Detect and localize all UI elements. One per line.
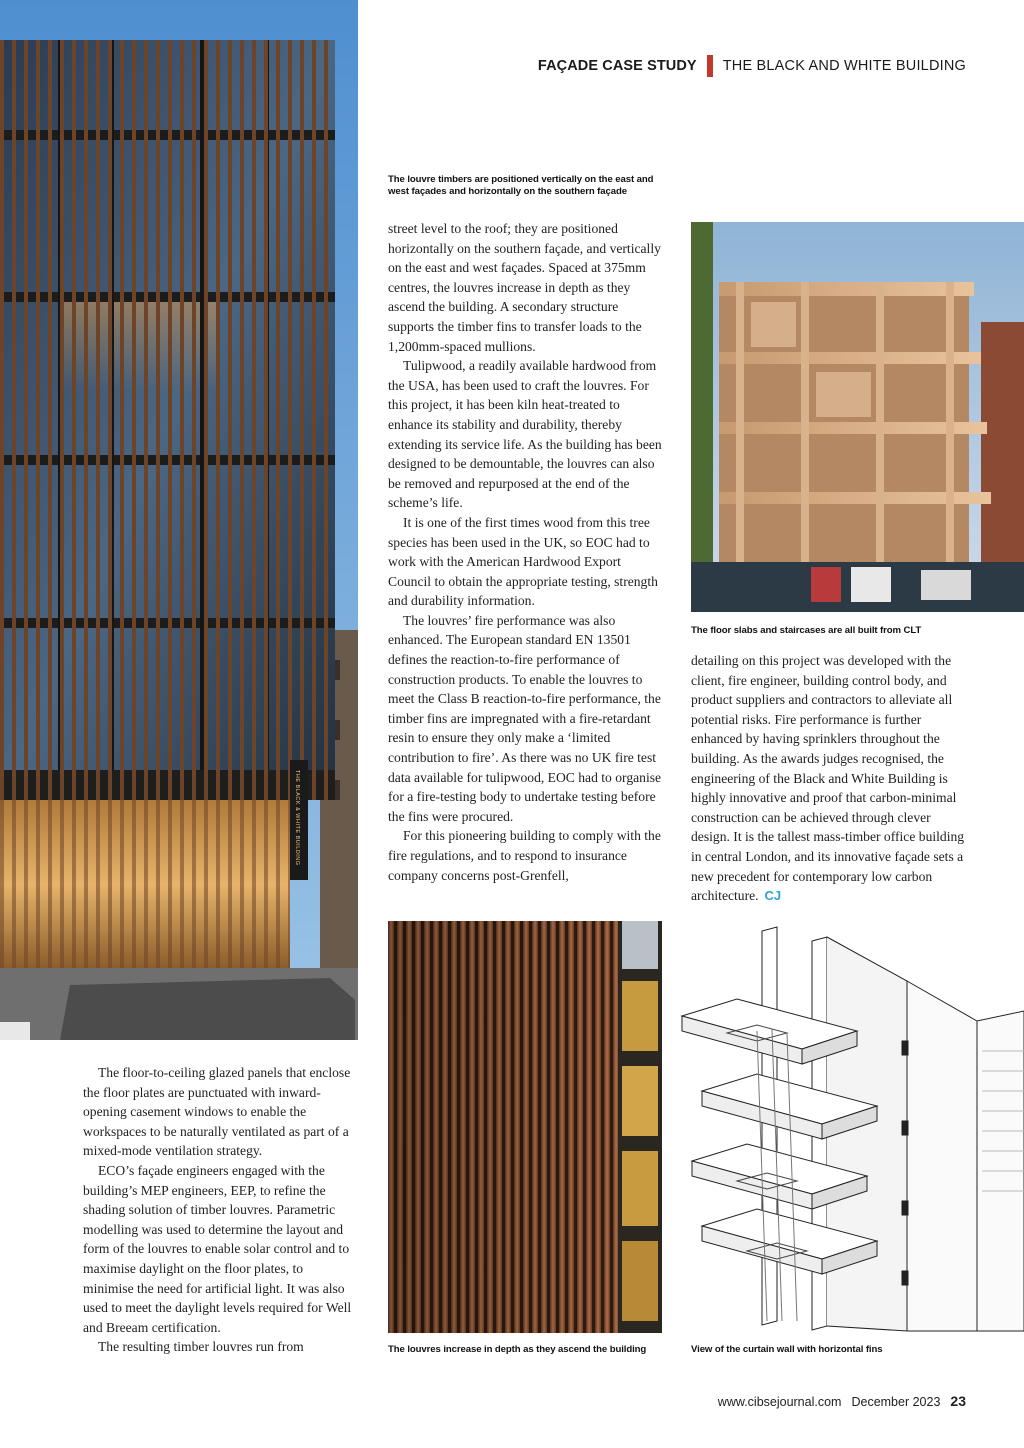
caption-clt: The floor slabs and staircases are all built from CLT (691, 625, 922, 636)
paragraph: The floor-to-ceiling glazed panels that enclose the floor plates are punctuated with inward-opening casement windows to enable the workspaces to be naturally ventilated as part of a mixed-mode ventilation strategy. (83, 1065, 351, 1159)
body-column-middle (388, 219, 664, 885)
caption-curtain-wall: View of the curtain wall with horizontal fins (691, 1344, 883, 1355)
cj-end-mark: CJ (764, 888, 782, 904)
paragraph: The resulting timber louvres run from (98, 1339, 304, 1355)
issue-date: December 2023 (851, 1395, 941, 1409)
running-header (538, 56, 966, 76)
louvre-closeup-photo (388, 921, 662, 1333)
paragraph: For this pioneering building to comply with the fire regulations, and to respond to insurance company concerns post-Grenfell, (388, 828, 661, 883)
clt-structure-photo (691, 222, 1024, 612)
paragraph: Tulipwood, a readily available hardwood from the USA, has been used to craft the louvres. For this project, it has been kiln heat-treated to enhance its stability and durability, thereby extending its service life. As the building has been designed to be demountable, the louvres can also be removed and repurposed at the end of the scheme’s life. (388, 358, 662, 511)
caption-louvre-depth: The louvres increase in depth as they ascend the building (388, 1344, 647, 1355)
website-url: www.cibsejournal.com (717, 1395, 842, 1409)
caption-louvre-orientation: The louvre timbers are positioned vertically on the east and west façades and horizontally on the southern façade (388, 174, 654, 197)
body-column-right (691, 651, 967, 906)
header-divider (707, 55, 713, 77)
paragraph: The louvres’ fire performance was also enhanced. The European standard EN 13501 defines the reaction-to-fire performance of construction products. To enable the louvres to meet the Class B reaction-to-fire performance, the timber fins are impregnated with a fire-retardant resin to ensure they only make a ‘limited contribution to fire’. As there was no UK fire test data available for tulipwood, EOC had to organise for a fire-testing body to undertake testing before the fins were procured. (388, 612, 662, 824)
article-label: THE BLACK AND WHITE BUILDING (722, 58, 966, 74)
section-label: FAÇADE CASE STUDY (537, 58, 697, 74)
page-number: 23 (950, 1393, 966, 1409)
page-footer (718, 1393, 966, 1409)
paragraph: ECO’s façade engineers engaged with the building’s MEP engineers, EEP, to refine the shading solution of timber louvres. Parametric modelling was used to determine the layout and form of the louvres to enable solar control and to maximise daylight on the floor plates, to minimise the need for artificial light. It was also used to meet the daylight levels required for Well and Breeam certification. (83, 1162, 352, 1335)
paragraph: It is one of the first times wood from this tree species has been used in the UK, so EOC had to work with the American Hardwood Export Council to obtain the appropriate testing, strength and durability information. (388, 514, 658, 609)
curtain-wall-drawing (677, 921, 1024, 1333)
building-facade-photo (0, 0, 358, 1040)
building-sign: THE BLACK & WHITE BUILDING (294, 770, 300, 866)
paragraph: street level to the roof; they are positioned horizontally on the southern façade, and vertically on the east and west façades. Spaced at 375mm centres, the louvres increase in depth as they ascend the building. A secondary structure supports the timber fins to transfer loads to the 1,200mm-spaced mullions. (388, 221, 661, 354)
body-column-left (83, 1063, 355, 1357)
paragraph: detailing on this project was developed with the client, fire engineer, building control body, and product suppliers and contractors to alleviate all potential risks. Fire performance is further enhanced by having sprinklers throughout the building. As the awards judges recognised, the engineering of the Black and White Building is highly innovative and proof that carbon-minimal construction can be achieved through clever design. It is the tallest mass-timber office building in central London, and its innovative façade sets a new precedent for contemporary low carbon architecture. CJ (691, 653, 965, 904)
